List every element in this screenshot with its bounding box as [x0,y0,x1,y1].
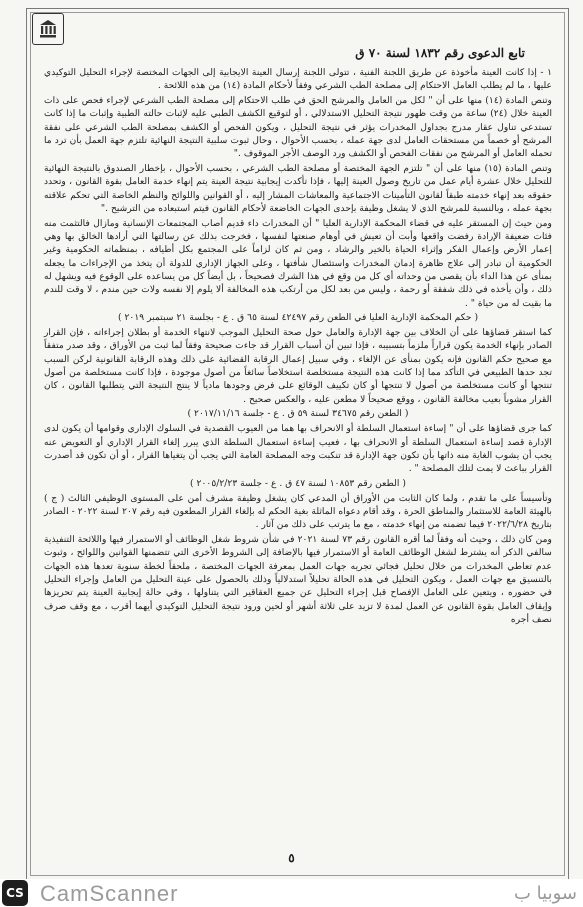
paragraph: وتنص المادة (١٤) منها على أن " لكل من العامل والمرشح الحق في طلب الاحتكام إلى مصلحة الطب الشرعي لإجراء فحص على ذات العينة خلال (٢٤) ساعة من وقت ظهور نتيجة التحليل الاستدلالي ، أو لتوقيع الكشف الطبي عليه لإثبات حالته الطبية وإثبات ما إذا كانت تستدعي تناول عقار مدرج بجداول المخدرات يؤثر في نتيجة التحليل ، ويكون الفحص أو الكشف بمصلحة الطب الشرعي على نفقة المرشح أو خصماً من مستحقات العامل لدى جهة عمله ، بحسب الأحوال ، وحال ثبوت سلبية النتيجة النهائية تلتزم جهة العمل بأن ترد ما تحمله العامل أو المرشح من نفقات الفحص أو الكشف ورد الوصف الأجر الموقوف ." [44,95,552,160]
citation: ( الطعن رقم ١٠٨٥٣ لسنة ٤٧ ق . ع - جلسة ٢٠٠٥/٢/٢٣ ) [190,477,406,489]
camscanner-logo-icon: CS [2,880,28,906]
paragraph: كما استقر قضاؤها على أن الخلاف بين جهة الإدارة والعامل حول صحة التحليل الموجب لانتهاء الخدمة أو بطلان إجراءاته ، فإن القرار الصادر بإنهاء الخدمة يكون قراراً ملزماً بتسبيبه ، فإذا تبين أن أسباب القرار قد جاءت صحيحة وفقاً لما ثبت من الأوراق ، وقد صدر متفقاً مع صحيح حكم القانون فإنه يكون بمنأى عن الإلغاء ، وفي سبيل إعمال الرقابة القضائية على ذلك وهذه الرقابة القانونية لركن السبب تجد حدها الطبيعي في التأكد مما إذا كانت هذه النتيجة مستخلصة استخلاصاً سائغاً من أصول موجودة ، فإذا كانت مستخلصة من أصول تنتجها أو كانت مستخلصة من أصول لا تنتجها أو كان تكييف الوقائع على فرض وجودها مادياً لا ينتج النتيجة التي يتطلبها القانون ، كان القرار مشوباً بعيب مخالفة القانون ، ووقع صحيحاً لا مطعن عليه ، والعكس صحيح . [44,327,552,405]
paragraph: ١ - إذا كانت العينة مأخوذة عن طريق اللجنة الفنية ، تتولى اللجنة إرسال العينة الايجابية إلى الجهات المختصة لإجراء التحليل التوكيدي عليها ، ما لم يطلب العامل الاحتكام إلى مصلحة الطب الشرعي وفقاً لأحكام المادة (١٤) من هذه اللائحة . [44,67,552,92]
paragraph: وتأسيساً على ما تقدم ، ولما كان الثابت من الأوراق أن المدعي كان يشغل وظيفة مشرف أمن على المستوى الوظيفي الثالث ( ج ) بالهيئة العامة للاستثمار والمناطق الحرة ، وقد أقام دعواه الماثلة بغية الحكم له بإلغاء القرار المطعون فيه رقم ٢٠٧ لسنة ٢٠٢٢ - الصادر بتاريخ ٢٠٢٢/٦/٢٨ فيما تضمنه من إنهاء خدمته ، مع ما يترتب على ذلك من آثار . [44,492,552,531]
watermark-arabic-text: سوبيا ب [514,882,577,904]
citation: ( الطعن رقم ٣٤٦٧٥ لسنة ٥٩ ق . ع - جلسة ٢٠١٧/١١/١٦ ) [187,408,409,420]
page-number: ٥ [288,851,295,865]
court-seal-icon [32,13,64,45]
document-body [44,66,552,628]
paragraph: وتنص المادة (١٥) منها على أن " تلتزم الجهة المختصة أو مصلحة الطب الشرعي ، بحسب الأحوال ، بإخطار الصندوق بالنتيجة النهائية للتحليل خلال عشرة أيام عمل من تاريخ وصول العينة إليها ، فإذا تأكدت إيجابية نتيجة العينة يتم إنهاء خدمة العامل بقوة القانون ، وتحدد حقوقه بعد إنهاء خدمته طبقاً لقانون التأمينات الاجتماعية والمعاشات المشار إليه ، أو القوانين واللوائح والنظم الخاصة التي تحكم علاقته بجهة عمله ، وبالنسبة للمرشح الذي لا يشغل وظيفة بإحدى الجهات الخاضعة لأحكام القانون فيتم استبعاده من الترشيح ." [44,163,552,214]
paragraph: ومن حيث إن المستقر عليه في قضاء المحكمة الإدارية العليا " أن المخدرات داء قديم أصاب المجتمعات الإنسانية ومازال فالتثمت منه فئات ضعيفة الإرادة رفضت واقعها وأبت أن تعيش في أوهام صنعتها لنفسها ، فخرجت بذلك عن رسالتها التي أرادها الخالق بها وهي إعمار الأرض وإعمال الفكر وإثراء الحياة بالخير والرشاد ، ومن ثم كان لزاماً على المجتمع بكل أطيافه ، بمنظماته الحكومية وغير الحكومية أن تبادر إلى علاج ظاهرة إدمان المخدرات واستئصال شأفتها ، وعلى الجهاز الإداري للدولة أن يتخذ من الإجراءات ما يجعله بمنأى عن هذا الداء بأن يقصى من وحداته أي كل من وقع في هذا الشرك فصحيحاً ، بل أيضاً كل من يساعده على الوقوع فيه ويشهل له ذلك ، وأن يأخذه في ذلك شفقة أو رحمة ، وليس من بعد لكل من أرتكب هذه المخالفة ألا يلوم إلا نفسه ولات حين مندم ، لا وقت للندم ما بقيت له من حياة " . [44,217,552,309]
paragraph: ومن كان ذلك ، وحيث أنه وفقاً لما أقره القانون رقم ٧٣ لسنة ٢٠٢١ في شأن شروط شغل الوظائف أو الاستمرار فيها واللائحة التنفيذية سالفي الذكر أنه يشترط لشغل الوظائف العامة أو الاستمرار فيها بالإضافة إلى الشروط الأخرى التي تتضمنها القوانين واللوائح ، وثبوت عدم تعاطي المخدرات من خلال تحليل فجائي تجريه جهات العمل بمعرفة الجهات المختصة ، ملحقاً لخطة سنوية تعدها هذه الجهات بالتنسيق مع جهات العمل ، ويكون التحليل في هذه الحالة تحليلاً استدلالياً وذلك بالحصول على عينة التحليل من العامل وإجراء التحليل في حضوره ، ويتعين على العامل الإفصاح قبل إجراء التحليل عن جميع العقاقير التي يتناولها ، وفي حالة إيجابية العينة يتم تحريزها وإيقاف العامل بقوة القانون عن العمل لمدة لا تزيد على ثلاثة أشهر أو لحين ورود نتيجة التحليل التوكيدي أيهما أقرب ، مع وقف صرف نصف أجره [44,534,552,625]
scanner-watermark-bar [0,879,583,907]
camscanner-watermark: CamScanner [40,881,179,906]
paragraph: كما جرى قضاؤها على أن " إساءة استعمال السلطة أو الانحراف بها هما من العيوب القصدية في السلوك الإداري وقوامها أن يكون لدى الإدارة قصد إساءة استعمال السلطة أو الانحراف بها ، فعيب إساءة استعمال السلطة الذي يبرر إلغاء القرار الإداري أو التعويض عنه يجب أن يشوب الغاية منه ذاتها بأن تكون جهة الإدارة قد تنكبت وجه المصلحة العامة التي يجب أن يتغياها القرار ، أو أن تكون قد أصدرت القرار بباعث لا يمت لتلك المصلحة " . [44,423,552,475]
case-reference-header: تابع الدعوى رقم ١٨٣٢ لسنة ٧٠ ق [355,46,525,60]
citation: ( حكم المحكمة الإدارية العليا في الطعن رقم ٤٢٤٩٧ لسنة ٦٥ ق . ع - بجلسة ٢١ سبتمبر ٢٠١٩ ) [117,312,479,324]
